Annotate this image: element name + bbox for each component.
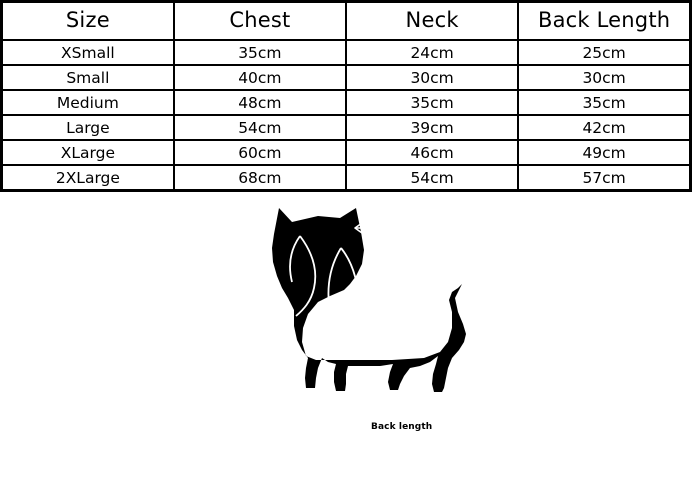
cell-neck: 24cm xyxy=(346,40,518,65)
table-row xyxy=(2,65,691,90)
cell-chest: 60cm xyxy=(174,140,346,165)
column-header-size: Size xyxy=(2,2,174,41)
cell-neck: 35cm xyxy=(346,90,518,115)
cell-size: Small xyxy=(2,65,174,90)
cell-size: XLarge xyxy=(2,140,174,165)
table-header-row xyxy=(2,2,691,41)
chest-circumference-label: chest circumference xyxy=(366,478,471,488)
back-length-measure-line xyxy=(355,223,450,254)
cell-chest: 40cm xyxy=(174,65,346,90)
cell-size: XSmall xyxy=(2,40,174,65)
cell-size: 2XLarge xyxy=(2,165,174,191)
size-table xyxy=(0,0,692,192)
table-body xyxy=(2,40,691,191)
back-length-label: Back length xyxy=(371,422,433,432)
column-header-neck: Neck xyxy=(346,2,518,41)
cell-chest: 68cm xyxy=(174,165,346,191)
dog-silhouette-icon xyxy=(272,208,466,392)
cell-neck: 30cm xyxy=(346,65,518,90)
table-row xyxy=(2,165,691,191)
dog-measurement-illustration xyxy=(0,192,692,490)
table-header xyxy=(2,2,691,41)
cell-back-length: 30cm xyxy=(518,65,690,90)
table-row xyxy=(2,115,691,140)
table-row xyxy=(2,140,691,165)
cell-chest: 48cm xyxy=(174,90,346,115)
cell-size: Medium xyxy=(2,90,174,115)
cell-back-length: 57cm xyxy=(518,165,690,191)
cell-chest: 35cm xyxy=(174,40,346,65)
cell-back-length: 25cm xyxy=(518,40,690,65)
cell-neck: 54cm xyxy=(346,165,518,191)
cell-neck: 39cm xyxy=(346,115,518,140)
column-header-back-length: Back Length xyxy=(518,2,690,41)
cell-back-length: 42cm xyxy=(518,115,690,140)
cell-back-length: 49cm xyxy=(518,140,690,165)
table-row xyxy=(2,40,691,65)
neck-circumference-label: Neck circumference xyxy=(281,469,355,490)
column-header-chest: Chest xyxy=(174,2,346,41)
cell-chest: 54cm xyxy=(174,115,346,140)
table-row xyxy=(2,90,691,115)
cell-back-length: 35cm xyxy=(518,90,690,115)
cell-size: Large xyxy=(2,115,174,140)
cell-neck: 46cm xyxy=(346,140,518,165)
